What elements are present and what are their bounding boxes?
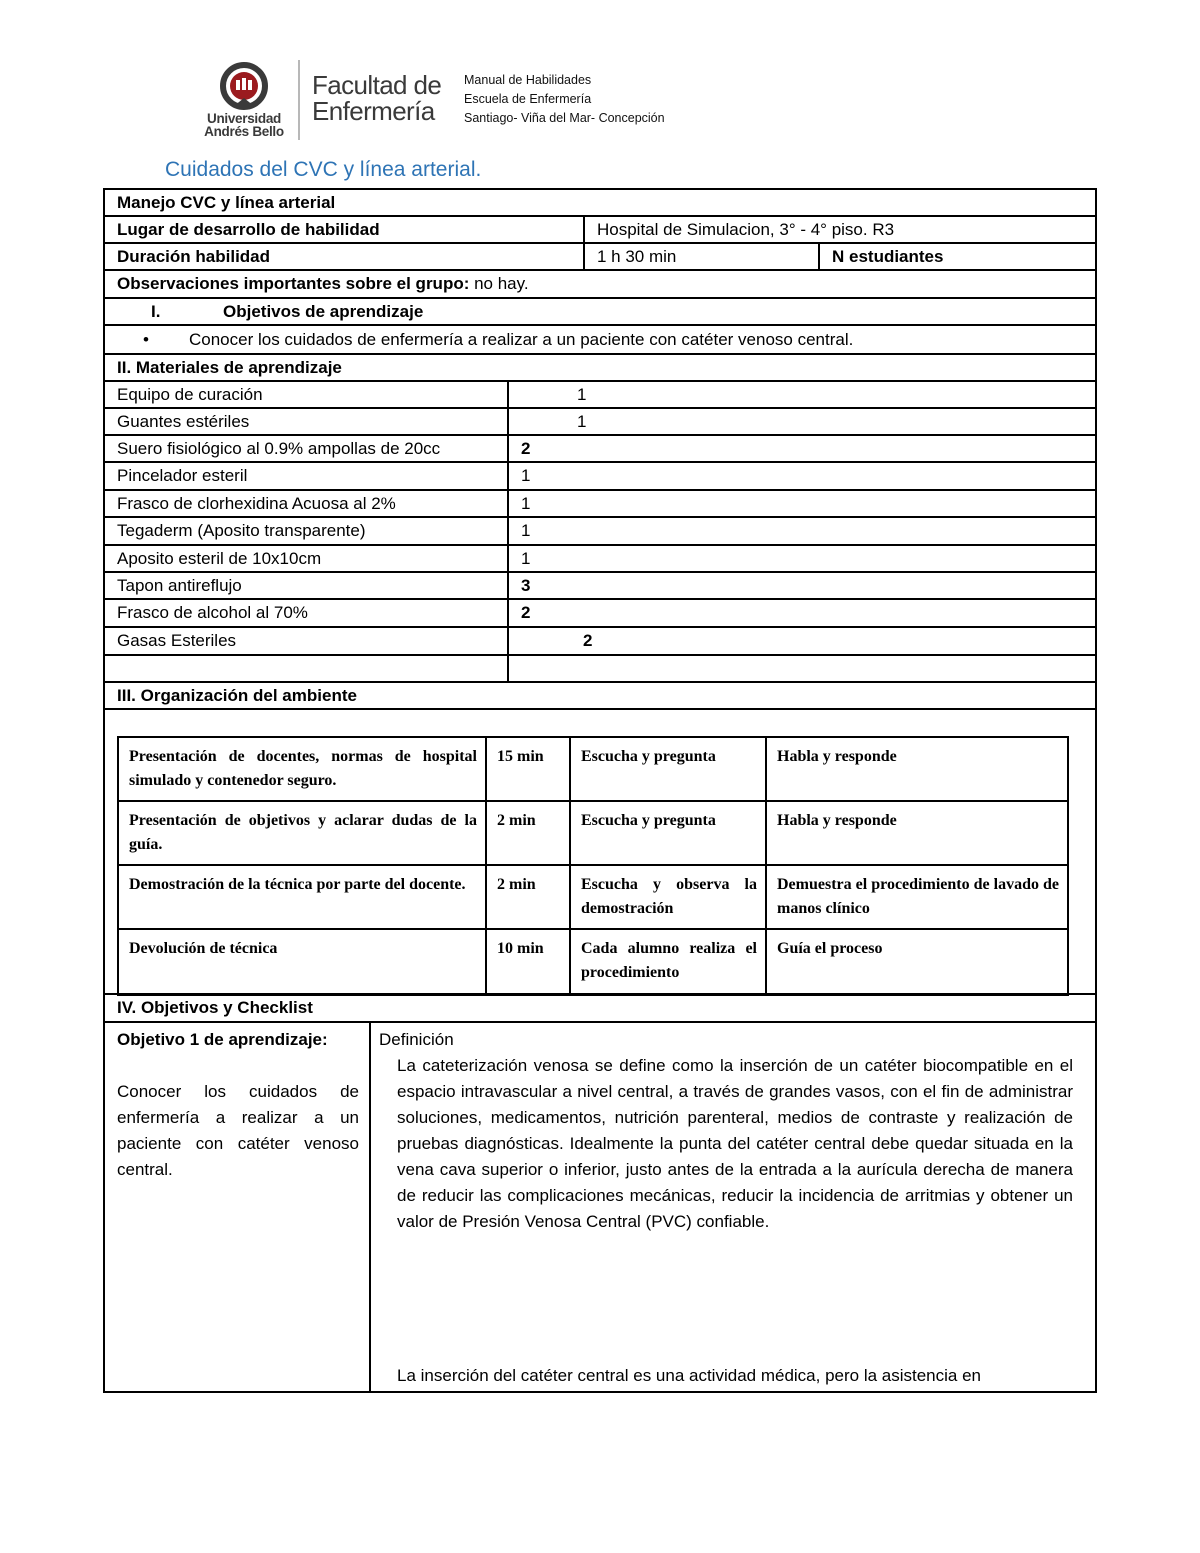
objectives-heading: Objetivos de aprendizaje bbox=[223, 301, 424, 321]
materials-heading: II. Materiales de aprendizaje bbox=[117, 357, 342, 377]
objective-1-text: Conocer los cuidados de enfermería a realizar a un paciente con catéter venoso central. bbox=[117, 1082, 359, 1179]
organization-table bbox=[117, 736, 1069, 996]
material-row: Frasco de alcohol al 70% 2 bbox=[105, 600, 1095, 628]
header-info: Manual de Habilidades Escuela de Enfermería Santiago- Viña del Mar- Concepción bbox=[464, 73, 665, 125]
checklist-heading: IV. Objetivos y Checklist bbox=[117, 998, 313, 1017]
objective-bullet-text: Conocer los cuidados de enfermería a realizar a un paciente con catéter venoso central. bbox=[189, 329, 854, 349]
table-row: Presentación de objetivos y aclarar dudas de la guía. 2 min Escucha y pregunta Habla y responde bbox=[119, 802, 1067, 866]
place-row bbox=[105, 217, 1095, 244]
duration-label: Duración habilidad bbox=[117, 246, 271, 266]
organization-heading-row bbox=[105, 683, 1095, 710]
observations-row bbox=[105, 271, 1095, 299]
objective-1-title: Objetivo 1 de aprendizaje: bbox=[117, 1030, 328, 1049]
bullet-icon: • bbox=[143, 329, 149, 349]
objective-bullet-row bbox=[105, 326, 1095, 355]
place-value: Hospital de Simulacion, 3° - 4° piso. R3 bbox=[597, 219, 895, 239]
material-row: Aposito esteril de 10x10cm 1 bbox=[105, 546, 1095, 573]
place-label: Lugar de desarrollo de habilidad bbox=[117, 219, 380, 239]
duration-value: 1 h 30 min bbox=[597, 246, 677, 266]
document-title: Cuidados del CVC y línea arterial. bbox=[165, 158, 482, 181]
definition-text: La cateterización venosa se define como la inserción de un catéter biocompatible en el espacio intravascular a nivel central, a través de grandes vasos, con el fin de administrar soluciones, medicamentos, nutrición parenteral, medios de contraste y realización de pruebas diagnósticas. Idealmente la punta del catéter central debe quedar situada en la vena cava superior o inferior, justo antes de la entrada a la aurícula derecha de manera de reducir las complicaciones mecánicas, reducir la incidencia de arritmias y obtener un valor de Presión Venosa Central (PVC) confiable. bbox=[397, 1056, 1073, 1231]
material-row: Equipo de curación 1 bbox=[105, 382, 1095, 409]
students-label: N estudiantes bbox=[832, 246, 944, 266]
university-logo bbox=[196, 58, 446, 142]
material-row: Suero fisiológico al 0.9% ampollas de 20cc 2 bbox=[105, 436, 1095, 463]
material-row: Tapon antireflujo 3 bbox=[105, 573, 1095, 600]
insertion-text: La inserción del catéter central es una actividad médica, pero la asistencia en bbox=[397, 1366, 982, 1385]
definition-section bbox=[371, 1023, 1095, 1391]
skill-table bbox=[103, 188, 1097, 1393]
observations: Observaciones importantes sobre el grupo: no hay. bbox=[117, 274, 529, 293]
table-row: Presentación de docentes, normas de hospital simulado y contenedor seguro. 15 min Escucha y pregunta Habla y responde bbox=[119, 738, 1067, 802]
material-row: Guantes estériles 1 bbox=[105, 409, 1095, 436]
table-row: Demostración de la técnica por parte del docente. 2 min Escucha y observa la demostración Demuestra el procedimiento de lavado de manos clínico bbox=[119, 866, 1067, 930]
checklist-heading-row bbox=[105, 995, 1095, 1023]
logo-divider bbox=[298, 60, 300, 140]
objective-1 bbox=[105, 1023, 369, 1391]
university-crest-icon bbox=[218, 60, 270, 112]
faculty-name: Facultad de Enfermería bbox=[312, 70, 442, 126]
material-row-empty bbox=[105, 656, 1095, 683]
definition-label: Definición bbox=[379, 1030, 454, 1049]
table-heading-row bbox=[105, 190, 1095, 217]
objectives-number: I. bbox=[151, 301, 161, 321]
objectives-heading-row bbox=[105, 299, 1095, 326]
organization-heading: III. Organización del ambiente bbox=[117, 685, 357, 705]
material-row: Frasco de clorhexidina Acuosa al 2% 1 bbox=[105, 491, 1095, 518]
material-row: Pincelador esteril 1 bbox=[105, 463, 1095, 491]
material-row: Tegaderm (Aposito transparente) 1 bbox=[105, 518, 1095, 546]
materials-heading-row bbox=[105, 355, 1095, 382]
duration-row bbox=[105, 244, 1095, 271]
material-row: Gasas Esteriles 2 bbox=[105, 628, 1095, 656]
table-row: Devolución de técnica 10 min Cada alumno realiza el procedimiento Guía el proceso bbox=[119, 930, 1067, 994]
university-name: Universidad Andrés Bello bbox=[204, 111, 284, 139]
table-heading: Manejo CVC y línea arterial bbox=[117, 192, 336, 212]
